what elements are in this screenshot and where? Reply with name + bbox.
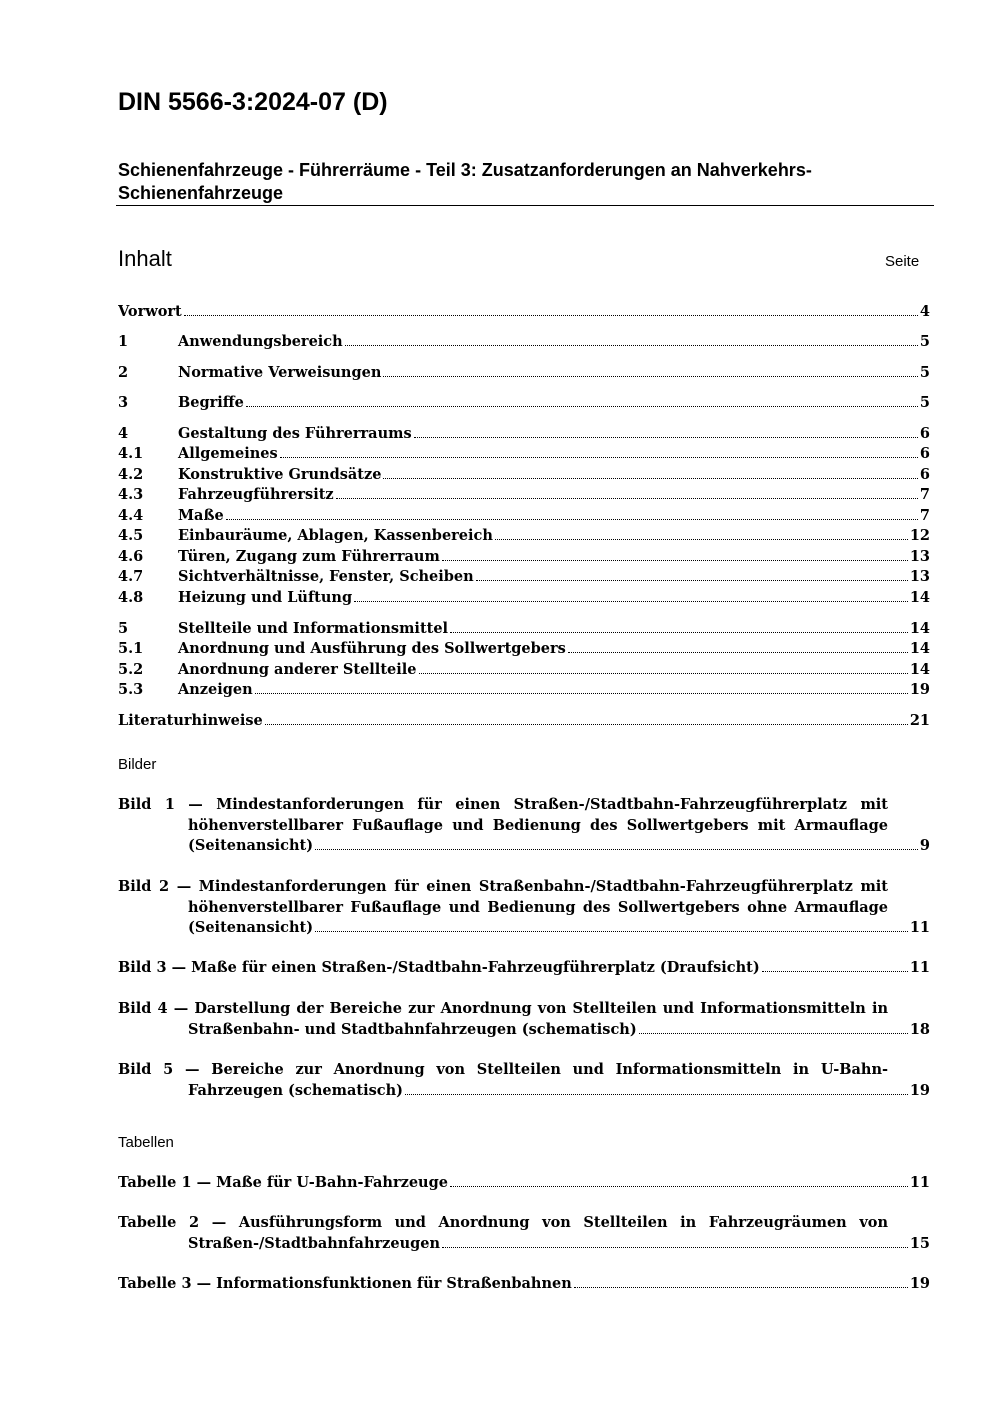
dot-leader bbox=[354, 600, 908, 602]
toc-entry-text: Heizung und Lüftung bbox=[178, 589, 353, 606]
table-entry-line: Tabelle 2 — Ausführungsform und Anordnung von Stellteilen in Fahrzeugräumen von bbox=[118, 1214, 888, 1231]
toc-entry[interactable] bbox=[118, 444, 930, 464]
toc-entry-text: Allgemeines bbox=[178, 445, 278, 462]
toc-entry-text: Konstruktive Grundsätze bbox=[178, 466, 382, 483]
toc-entry-page: 7 bbox=[919, 507, 930, 524]
toc-entry-page: 14 bbox=[909, 620, 930, 637]
toc-entry[interactable] bbox=[118, 485, 930, 505]
toc-entry[interactable] bbox=[118, 547, 930, 567]
document-title-line: Schienenfahrzeuge - Führerräume - Teil 3: Zusatzanforderungen an Nahverkehrs- bbox=[118, 160, 812, 180]
table-entry-page: 11 bbox=[909, 1174, 930, 1191]
toc-entry-text: Türen, Zugang zum Führerraum bbox=[178, 548, 440, 565]
toc-entry-text: Anwendungsbereich bbox=[178, 333, 343, 350]
dot-leader bbox=[280, 456, 918, 458]
toc-entry-number: 1 bbox=[118, 333, 129, 350]
dot-leader bbox=[383, 477, 917, 479]
toc-entry-page: 5 bbox=[919, 394, 930, 411]
toc-entry-page: 14 bbox=[909, 640, 930, 657]
dot-leader bbox=[639, 1032, 908, 1034]
toc-entry-page: 4 bbox=[919, 303, 930, 320]
table-entry-line: Tabelle 1 — Maße für U-Bahn-Fahrzeuge bbox=[118, 1174, 448, 1191]
toc-entry-literaturhinweise[interactable] bbox=[118, 711, 930, 731]
page-column-label: Seite bbox=[885, 253, 920, 270]
figure-entry-line: höhenverstellbarer Fußauflage und Bedienung des Sollwertgebers mit Armauflage bbox=[188, 816, 888, 834]
toc-entry[interactable] bbox=[118, 363, 930, 383]
toc-entry-page: 6 bbox=[919, 445, 930, 462]
toc-entry-text: Vorwort bbox=[118, 303, 182, 320]
toc-entry[interactable] bbox=[118, 332, 930, 352]
dot-leader bbox=[383, 375, 918, 377]
toc-entry-text: Stellteile und Informationsmittel bbox=[178, 620, 449, 637]
toc-entry-page: 12 bbox=[909, 527, 930, 544]
figure-entry-page: 11 bbox=[909, 919, 930, 936]
toc-entry-number: 4.6 bbox=[118, 548, 144, 565]
dot-leader bbox=[414, 436, 918, 438]
figure-entry[interactable] bbox=[118, 958, 930, 979]
dot-leader bbox=[476, 579, 908, 581]
figure-entry-line: Bild 1 — Mindestanforderungen für einen Straßen-/Stadtbahn-Fahrzeugführerplatz mit bbox=[118, 796, 888, 813]
toc-entry-text: Anzeigen bbox=[178, 681, 253, 698]
toc-entry-vorwort[interactable] bbox=[118, 302, 930, 322]
dot-leader bbox=[442, 559, 908, 561]
dot-leader bbox=[226, 518, 918, 520]
toc-entry-page: 19 bbox=[909, 681, 930, 698]
table-entry-line: Tabelle 3 — Informationsfunktionen für Straßenbahnen bbox=[118, 1275, 572, 1292]
table-entry[interactable] bbox=[118, 1213, 930, 1254]
toc-entry-text: Fahrzeugführersitz bbox=[178, 486, 334, 503]
dot-leader bbox=[246, 405, 918, 407]
figure-entry-line: höhenverstellbarer Fußauflage und Bedienung des Sollwertgebers ohne Armauflage bbox=[188, 898, 888, 916]
table-entry-page: 15 bbox=[909, 1234, 930, 1252]
toc-entry-number: 4.1 bbox=[118, 445, 144, 462]
dot-leader bbox=[450, 631, 908, 633]
dot-leader bbox=[450, 1185, 908, 1187]
toc-entry-page: 13 bbox=[909, 548, 930, 565]
dot-leader bbox=[419, 672, 908, 674]
toc-entry-text: Anordnung anderer Stellteile bbox=[178, 661, 417, 678]
figure-entry-line: Straßenbahn- und Stadtbahnfahrzeugen (schematisch) bbox=[188, 1020, 637, 1038]
toc-entry-number: 4.2 bbox=[118, 466, 144, 483]
dot-leader bbox=[495, 538, 908, 540]
toc-entry-text: Anordnung und Ausführung des Sollwertgebers bbox=[178, 640, 566, 657]
dot-leader bbox=[762, 970, 908, 972]
figure-entry-line: (Seitenansicht) bbox=[188, 837, 314, 854]
figure-entry-page: 19 bbox=[909, 1081, 930, 1099]
dot-leader bbox=[315, 930, 908, 932]
figure-entry-line: (Seitenansicht) bbox=[188, 919, 314, 936]
toc-heading: Inhalt bbox=[118, 246, 172, 271]
dot-leader bbox=[315, 848, 918, 850]
toc-entry[interactable] bbox=[118, 393, 930, 413]
toc-entry-page: 5 bbox=[919, 333, 930, 350]
toc-entry-page: 13 bbox=[909, 568, 930, 585]
figure-entry-line: Fahrzeugen (schematisch) bbox=[188, 1081, 403, 1099]
toc-entry-page: 7 bbox=[919, 486, 930, 503]
dot-leader bbox=[255, 692, 908, 694]
toc-entry-number: 4.4 bbox=[118, 507, 144, 524]
toc-entry-number: 4.8 bbox=[118, 589, 144, 606]
toc-entry-number: 3 bbox=[118, 394, 129, 411]
dot-leader bbox=[184, 314, 918, 316]
toc-entry[interactable] bbox=[118, 619, 930, 639]
toc-entry-page: 14 bbox=[909, 661, 930, 678]
toc-entry-text: Normative Verweisungen bbox=[178, 364, 382, 381]
toc-entry-page: 14 bbox=[909, 589, 930, 606]
toc-entry-page: 6 bbox=[919, 425, 930, 442]
title-underline bbox=[116, 205, 934, 206]
toc-entry-number: 4 bbox=[118, 425, 129, 442]
toc-entry-number: 4.5 bbox=[118, 527, 144, 544]
figure-entry-line: Bild 5 — Bereiche zur Anordnung von Stellteilen und Informationsmitteln in U-Bahn- bbox=[118, 1061, 888, 1078]
toc-entry[interactable] bbox=[118, 526, 930, 546]
figure-entry-line: Bild 3 — Maße für einen Straßen-/Stadtbahn-Fahrzeugführerplatz (Draufsicht) bbox=[118, 959, 760, 976]
table-entry[interactable] bbox=[118, 1173, 930, 1194]
dot-leader bbox=[345, 344, 918, 346]
figure-entry-line: Bild 2 — Mindestanforderungen für einen Straßenbahn-/Stadtbahn-Fahrzeugführerplatz mit bbox=[118, 878, 888, 895]
table-entry[interactable] bbox=[118, 1274, 930, 1295]
toc-entry[interactable] bbox=[118, 465, 930, 485]
document-title-line: Schienenfahrzeuge bbox=[118, 183, 284, 203]
toc-entry-page: 6 bbox=[919, 466, 930, 483]
table-entry-page: 19 bbox=[909, 1275, 930, 1292]
toc-entry[interactable] bbox=[118, 639, 930, 659]
tables-heading: Tabellen bbox=[118, 1134, 174, 1151]
toc-entry-number: 4.3 bbox=[118, 486, 144, 503]
toc-entry[interactable] bbox=[118, 567, 930, 587]
figure-entry-page: 11 bbox=[909, 959, 930, 976]
document-title bbox=[118, 159, 918, 205]
toc-entry[interactable] bbox=[118, 680, 930, 700]
figure-entry-page: 9 bbox=[919, 837, 930, 854]
figures-heading: Bilder bbox=[118, 756, 157, 773]
toc-entry-text: Begriffe bbox=[178, 394, 244, 411]
toc-entry-text: Einbauräume, Ablagen, Kassenbereich bbox=[178, 527, 493, 544]
toc-entry[interactable] bbox=[118, 660, 930, 680]
toc-entry[interactable] bbox=[118, 588, 930, 608]
toc-entry-text: Maße bbox=[178, 507, 224, 524]
toc-entry-number: 4.7 bbox=[118, 568, 144, 585]
figure-entry-line: Bild 4 — Darstellung der Bereiche zur Anordnung von Stellteilen und Informationsmitteln in bbox=[118, 1000, 888, 1017]
toc-entry-page: 5 bbox=[919, 364, 930, 381]
figure-entry[interactable] bbox=[118, 877, 930, 939]
toc-entry-text: Literaturhinweise bbox=[118, 712, 263, 729]
document-id: DIN 5566-3:2024-07 (D) bbox=[118, 88, 388, 116]
toc-entry-number: 5.1 bbox=[118, 640, 144, 657]
figure-entry[interactable] bbox=[118, 795, 930, 857]
table-entry-line: Straßen-/Stadtbahnfahrzeugen bbox=[188, 1234, 441, 1252]
toc-entry-number: 5 bbox=[118, 620, 129, 637]
dot-leader bbox=[405, 1093, 908, 1095]
figure-entry-page: 18 bbox=[909, 1020, 930, 1038]
toc-entry-text: Sichtverhältnisse, Fenster, Scheiben bbox=[178, 568, 474, 585]
dot-leader bbox=[442, 1246, 908, 1248]
figure-entry[interactable] bbox=[118, 999, 930, 1040]
dot-leader bbox=[574, 1286, 908, 1288]
toc-entry[interactable] bbox=[118, 506, 930, 526]
dot-leader bbox=[265, 723, 908, 725]
toc-entry-page: 21 bbox=[909, 712, 930, 729]
toc-entry-number: 5.2 bbox=[118, 661, 144, 678]
toc-entry[interactable] bbox=[118, 424, 930, 444]
toc-entry-text: Gestaltung des Führerraums bbox=[178, 425, 412, 442]
dot-leader bbox=[568, 651, 908, 653]
toc-entry-number: 2 bbox=[118, 364, 129, 381]
dot-leader bbox=[336, 497, 918, 499]
figure-entry[interactable] bbox=[118, 1060, 930, 1101]
toc-entry-number: 5.3 bbox=[118, 681, 144, 698]
